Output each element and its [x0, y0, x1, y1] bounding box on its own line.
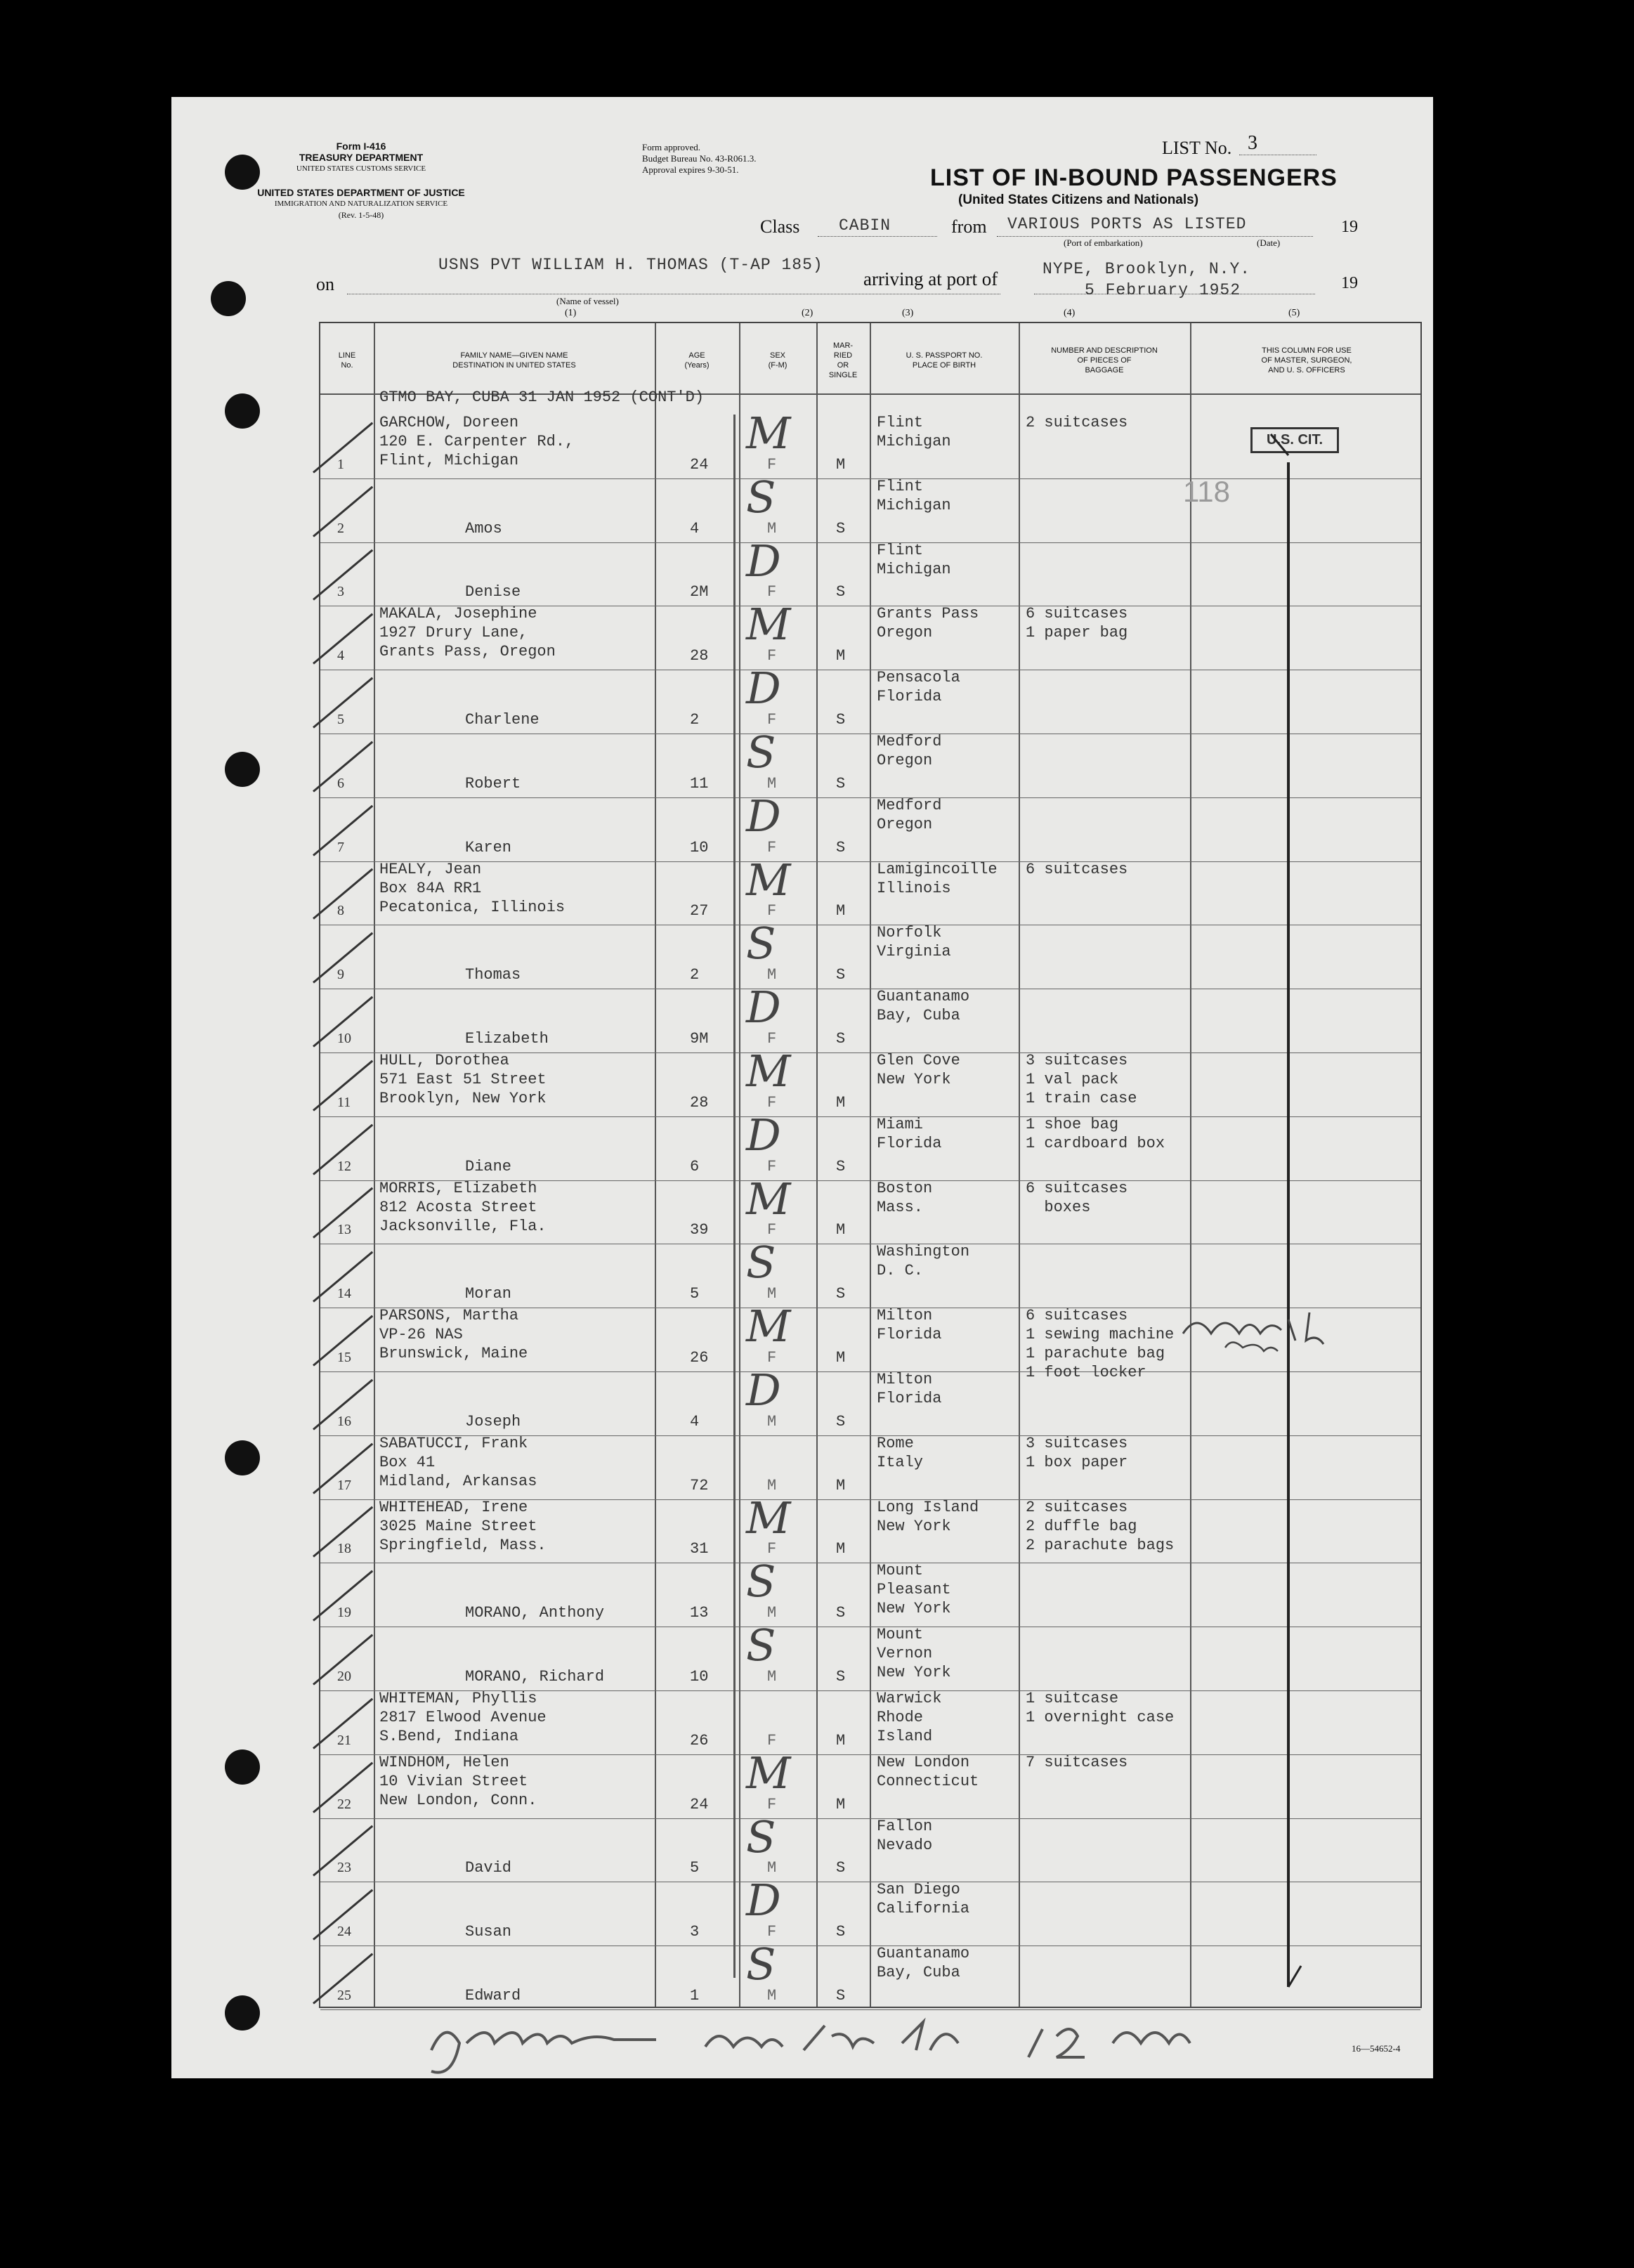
cell-sex: M	[767, 774, 777, 793]
pencil-stroke	[733, 415, 736, 1978]
cell-name: MORANO, Richard	[465, 1667, 605, 1686]
cell-birth: Medford Oregon	[877, 796, 942, 833]
colnum-5: (5)	[1288, 308, 1300, 318]
cell-age: 4	[690, 519, 700, 537]
cell-age: 72	[690, 1476, 709, 1494]
cell-married: M	[836, 1348, 846, 1367]
handwritten-mark: M	[746, 1492, 791, 1544]
cell-name: Denise	[465, 583, 521, 601]
cell-age: 2M	[690, 583, 709, 601]
cell-sex: F	[767, 583, 777, 601]
handwritten-mark: D	[746, 535, 781, 587]
handwritten-mark: D	[746, 982, 781, 1034]
inspector-signature	[410, 2015, 1253, 2078]
cell-sex: M	[767, 1859, 777, 1877]
cell-birth: Guantanamo Bay, Cuba	[877, 1945, 970, 1982]
on-label: on	[316, 274, 334, 294]
cell-baggage: 1 shoe bag 1 cardboard box	[1026, 1115, 1165, 1152]
cell-birth: Norfolk Virginia	[877, 924, 951, 961]
form-approved: Form approved.	[642, 142, 701, 152]
column-header-married: MAR- RIED OR SINGLE	[828, 341, 858, 379]
cell-age: 10	[690, 838, 709, 856]
table-row	[320, 1818, 1420, 1882]
handwritten-mark: D	[746, 663, 781, 715]
arrival-date: 5 February 1952	[1085, 281, 1241, 299]
cell-sex: F	[767, 1731, 777, 1749]
cell-married: M	[836, 455, 846, 474]
cell-baggage: 6 suitcases 1 paper bag	[1026, 605, 1128, 642]
cell-sex: M	[767, 1476, 777, 1494]
cell-birth: Medford Oregon	[877, 733, 942, 769]
cell-baggage: 2 suitcases	[1026, 414, 1128, 431]
column-header-birth: U. S. PASSPORT NO. PLACE OF BIRTH	[906, 351, 983, 370]
list-no-value: 3	[1248, 132, 1257, 154]
cell-line: 12	[337, 1158, 351, 1174]
cell-line: 6	[337, 775, 344, 791]
cell-sex: F	[767, 1093, 777, 1112]
cell-name: David	[465, 1859, 512, 1877]
table-row	[320, 1116, 1420, 1180]
cell-birth: Warwick Rhode Island	[877, 1690, 942, 1745]
footer-code: 16—54652-4	[1352, 2043, 1401, 2054]
cell-married: S	[836, 1986, 846, 2005]
cell-line: 18	[337, 1541, 351, 1557]
cell-name: SABATUCCI, Frank Box 41 Midland, Arkansas	[379, 1434, 537, 1490]
cell-sex: F	[767, 1923, 777, 1941]
punch-hole	[225, 752, 260, 787]
rev-label: (Rev. 1-5-48)	[338, 210, 384, 220]
table-row	[320, 1690, 1420, 1754]
table-row	[320, 1371, 1420, 1435]
table-row	[320, 1499, 1420, 1563]
table-row	[320, 989, 1420, 1052]
arriving-label: arriving at port of	[863, 268, 998, 289]
cell-age: 28	[690, 647, 709, 665]
table-row	[320, 1754, 1420, 1818]
cell-sex: F	[767, 1157, 777, 1175]
cell-name: PARSONS, Martha VP-26 NAS Brunswick, Maine	[379, 1307, 528, 1363]
cell-name: HULL, Dorothea 571 East 51 Street Brooklyn, New York	[379, 1052, 547, 1107]
cell-age: 9M	[690, 1029, 709, 1048]
cell-sex: F	[767, 1540, 777, 1558]
table-row	[320, 861, 1420, 925]
handwritten-mark: S	[746, 1237, 776, 1289]
year-label: 19	[1341, 218, 1358, 236]
cell-baggage: 6 suitcases	[1026, 860, 1128, 878]
cell-line: 7	[337, 839, 344, 855]
cell-age: 1	[690, 1986, 700, 2005]
handwritten-mark: M	[746, 408, 791, 459]
cell-baggage: 1 suitcase 1 overnight case	[1026, 1690, 1175, 1726]
cell-married: S	[836, 1923, 846, 1941]
cell-baggage: 3 suitcases 1 val pack 1 train case	[1026, 1052, 1137, 1107]
cell-birth: Lamigincoille Illinois	[877, 860, 998, 897]
cell-birth: Mount Vernon New York	[877, 1626, 951, 1682]
cell-sex: M	[767, 966, 777, 984]
colnum-2: (2)	[802, 308, 813, 318]
column-header-line: LINE No.	[338, 351, 356, 370]
table-row	[320, 734, 1420, 797]
handwritten-mark: M	[746, 1045, 791, 1097]
handwritten-mark: S	[746, 1556, 776, 1608]
cell-name: WINDHOM, Helen 10 Vivian Street New London, Conn.	[379, 1753, 537, 1809]
cell-name: Joseph	[465, 1412, 521, 1430]
cell-name: GARCHOW, Doreen 120 E. Carpenter Rd., Flint, Michigan	[379, 414, 575, 469]
cell-age: 26	[690, 1348, 709, 1367]
vessel-caption: (Name of vessel)	[556, 296, 619, 306]
handwritten-mark: D	[746, 1364, 781, 1416]
cell-age: 5	[690, 1859, 700, 1877]
column-header-sex: SEX (F-M)	[768, 351, 787, 370]
table-row	[320, 670, 1420, 734]
cell-line: 13	[337, 1222, 351, 1238]
cell-married: M	[836, 1476, 846, 1494]
cell-birth: Milton Florida	[877, 1307, 942, 1344]
cell-married: S	[836, 966, 846, 984]
officer-check-line	[1267, 427, 1309, 2001]
cell-married: S	[836, 838, 846, 856]
row-rule	[320, 2009, 1420, 2010]
cell-birth: Boston Mass.	[877, 1179, 933, 1216]
cell-married: M	[836, 1540, 846, 1558]
handwritten-mark: S	[746, 1811, 776, 1863]
arrival-port: NYPE, Brooklyn, N.Y.	[1043, 260, 1251, 278]
cell-birth: Mount Pleasant New York	[877, 1562, 951, 1618]
from-label: from	[951, 216, 987, 237]
approval-expires: Approval expires 9-30-51.	[642, 164, 739, 175]
cell-age: 10	[690, 1667, 709, 1686]
ins-label: IMMIGRATION AND NATURALIZATION SERVICE	[274, 200, 448, 208]
punch-hole	[225, 1995, 260, 2031]
cell-name: Susan	[465, 1923, 512, 1941]
table-row	[320, 1882, 1420, 1946]
cell-birth: Pensacola Florida	[877, 669, 960, 706]
cell-baggage: 2 suitcases 2 duffle bag 2 parachute bags	[1026, 1498, 1175, 1554]
cell-line: 3	[337, 584, 344, 600]
table-row	[320, 606, 1420, 670]
cell-baggage: 7 suitcases	[1026, 1753, 1128, 1771]
cell-name: Charlene	[465, 710, 540, 729]
date-caption: (Date)	[1257, 237, 1281, 248]
table-row	[320, 1244, 1420, 1308]
cell-sex: F	[767, 1221, 777, 1239]
cell-married: M	[836, 1731, 846, 1749]
punch-hole	[225, 393, 260, 429]
table-row	[320, 797, 1420, 861]
cell-line: 1	[337, 456, 344, 472]
cell-sex: M	[767, 1412, 777, 1430]
cell-birth: Flint Michigan	[877, 414, 951, 450]
table-row	[320, 1180, 1420, 1244]
cell-line: 5	[337, 711, 344, 727]
cell-sex: F	[767, 902, 777, 920]
handwritten-mark: D	[746, 1109, 781, 1161]
cell-line: 17	[337, 1477, 351, 1493]
colnum-3: (3)	[902, 308, 914, 318]
cell-name: HEALY, Jean Box 84A RR1 Pecatonica, Illinois	[379, 860, 566, 916]
form-number: Form I-416	[336, 141, 386, 152]
cell-name: Edward	[465, 1986, 521, 2005]
cell-married: M	[836, 1795, 846, 1813]
cell-birth: Milton Florida	[877, 1371, 942, 1407]
cell-sex: M	[767, 1667, 777, 1686]
cell-age: 24	[690, 455, 709, 474]
cell-baggage: 6 suitcases boxes	[1026, 1179, 1128, 1216]
punch-hole	[211, 281, 246, 316]
cell-married: S	[836, 1412, 846, 1430]
cell-birth: San Diego California	[877, 1881, 970, 1918]
cell-birth: Miami Florida	[877, 1115, 942, 1152]
passenger-table	[319, 322, 1422, 2008]
cell-married: S	[836, 1285, 846, 1303]
colnum-4: (4)	[1064, 308, 1076, 318]
table-row	[320, 1563, 1420, 1627]
cell-line: 23	[337, 1860, 351, 1876]
marginal-number: 118	[1183, 475, 1230, 508]
cell-line: 11	[337, 1094, 351, 1110]
page-title: LIST OF IN-BOUND PASSENGERS	[930, 164, 1338, 191]
cell-married: S	[836, 1029, 846, 1048]
cell-line: 19	[337, 1605, 351, 1621]
cell-sex: F	[767, 455, 777, 474]
cell-sex: F	[767, 1795, 777, 1813]
table-row	[320, 1052, 1420, 1116]
year-label-2: 19	[1341, 274, 1358, 292]
cell-married: M	[836, 1221, 846, 1239]
vessel-name: USNS PVT WILLIAM H. THOMAS (T-AP 185)	[438, 256, 823, 274]
cell-sex: M	[767, 1986, 777, 2005]
cell-age: 26	[690, 1731, 709, 1749]
cell-birth: Grants Pass Oregon	[877, 605, 979, 642]
cell-name: MORRIS, Elizabeth 812 Acosta Street Jacksonville, Fla.	[379, 1179, 547, 1235]
handwritten-mark: S	[746, 471, 776, 523]
from-value: VARIOUS PORTS AS LISTED	[1007, 215, 1247, 233]
cell-married: M	[836, 1093, 846, 1112]
handwritten-mark: D	[746, 790, 781, 842]
cell-name: WHITEHEAD, Irene 3025 Maine Street Springfield, Mass.	[379, 1498, 547, 1554]
cell-married: S	[836, 1667, 846, 1686]
cell-married: S	[836, 519, 846, 537]
handwritten-mark: M	[746, 599, 791, 651]
cell-married: S	[836, 1157, 846, 1175]
cell-age: 2	[690, 710, 700, 729]
cell-married: M	[836, 647, 846, 665]
cell-age: 5	[690, 1285, 700, 1303]
cell-age: 4	[690, 1412, 700, 1430]
cell-name: Robert	[465, 774, 521, 793]
cell-age: 27	[690, 902, 709, 920]
cell-line: 14	[337, 1286, 351, 1302]
cell-age: 28	[690, 1093, 709, 1112]
handwritten-mark: M	[746, 1173, 791, 1225]
cell-birth: Flint Michigan	[877, 477, 951, 514]
cell-birth: Glen Cove New York	[877, 1052, 960, 1088]
budget-number: Budget Bureau No. 43-R061.3.	[642, 153, 757, 164]
cell-sex: F	[767, 1029, 777, 1048]
cell-birth: New London Connecticut	[877, 1753, 979, 1790]
punch-hole	[225, 1440, 260, 1475]
table-row	[320, 925, 1420, 989]
handwritten-mark: M	[746, 1747, 791, 1799]
column-header-age: AGE (Years)	[684, 351, 710, 370]
cell-married: S	[836, 1859, 846, 1877]
cell-sex: F	[767, 1348, 777, 1367]
handwritten-mark: S	[746, 726, 776, 778]
cell-age: 6	[690, 1157, 700, 1175]
handwritten-mark: S	[746, 918, 776, 970]
handwritten-mark: M	[746, 1301, 791, 1353]
column-header-baggage: NUMBER AND DESCRIPTION OF PIECES OF BAGGAGE	[1051, 346, 1158, 374]
cell-baggage: 6 suitcases 1 sewing machine 1 parachute bag 1 foot locker	[1026, 1307, 1175, 1382]
table-row	[320, 1627, 1420, 1690]
cell-line: 20	[337, 1668, 351, 1684]
port-embark-caption: (Port of embarkation)	[1064, 237, 1143, 248]
handwritten-mark: S	[746, 1619, 776, 1671]
cell-line: 10	[337, 1030, 351, 1046]
column-header-name: FAMILY NAME—GIVEN NAME DESTINATION IN UNITED STATES	[452, 351, 576, 370]
cell-married: S	[836, 710, 846, 729]
customs-label: UNITED STATES CUSTOMS SERVICE	[296, 164, 426, 173]
class-label: Class	[760, 216, 800, 237]
cell-name: WHITEMAN, Phyllis 2817 Elwood Avenue S.Bend, Indiana	[379, 1690, 547, 1745]
cell-line: 24	[337, 1924, 351, 1940]
cell-birth: Guantanamo Bay, Cuba	[877, 988, 970, 1025]
cell-baggage: 3 suitcases 1 box paper	[1026, 1434, 1128, 1471]
cell-line: 4	[337, 648, 344, 664]
cell-line: 22	[337, 1796, 351, 1812]
cell-line: 25	[337, 1987, 351, 2003]
list-no-label: LIST No.	[1162, 138, 1232, 158]
cell-sex: M	[767, 1604, 777, 1622]
cell-line: 9	[337, 967, 344, 983]
table-row	[320, 542, 1420, 606]
treasury-label: TREASURY DEPARTMENT	[299, 152, 424, 163]
cell-age: 3	[690, 1923, 700, 1941]
cell-sex: F	[767, 838, 777, 856]
cell-married: S	[836, 1604, 846, 1622]
cell-line: 16	[337, 1413, 351, 1429]
cell-name: MORANO, Anthony	[465, 1604, 605, 1622]
table-row	[320, 1946, 1420, 2009]
punch-hole	[225, 155, 260, 190]
cell-birth: Washington D. C.	[877, 1243, 970, 1280]
cell-married: S	[836, 774, 846, 793]
cell-birth: Flint Michigan	[877, 541, 951, 578]
cell-sex: F	[767, 710, 777, 729]
manifest-page	[171, 97, 1433, 2078]
cell-age: 13	[690, 1604, 709, 1622]
cell-age: 11	[690, 774, 709, 793]
cell-name: Diane	[465, 1157, 512, 1175]
us-citizen-stamp: U.S. CIT.	[1250, 427, 1339, 453]
cell-name: Moran	[465, 1285, 512, 1303]
cell-age: 31	[690, 1540, 709, 1558]
justice-label: UNITED STATES DEPARTMENT OF JUSTICE	[257, 187, 465, 198]
cell-line: 2	[337, 520, 344, 536]
cell-name: MAKALA, Josephine 1927 Drury Lane, Grants Pass, Oregon	[379, 605, 556, 661]
handwritten-mark: M	[746, 854, 791, 906]
cell-name: Karen	[465, 838, 512, 856]
page-subtitle: (United States Citizens and Nationals)	[958, 193, 1199, 207]
cell-age: 2	[690, 966, 700, 984]
cell-name: Elizabeth	[465, 1029, 549, 1048]
column-header-officers: THIS COLUMN FOR USE OF MASTER, SURGEON, AND U. S. OFFICERS	[1261, 346, 1352, 374]
section-header: GTMO BAY, CUBA 31 JAN 1952 (CONT'D)	[379, 389, 705, 406]
cell-birth: Long Island New York	[877, 1498, 979, 1535]
cell-married: S	[836, 583, 846, 601]
class-value: CABIN	[839, 216, 891, 235]
cell-sex: M	[767, 519, 777, 537]
handwritten-mark: S	[746, 1938, 776, 1990]
cell-married: M	[836, 902, 846, 920]
cell-line: 15	[337, 1349, 351, 1365]
colnum-1: (1)	[565, 308, 577, 318]
cell-birth: Fallon Nevado	[877, 1817, 933, 1854]
cell-sex: F	[767, 647, 777, 665]
punch-hole	[225, 1749, 260, 1785]
cell-birth: Rome Italy	[877, 1434, 924, 1471]
handwritten-mark: D	[746, 1875, 781, 1927]
table-row	[320, 1435, 1420, 1499]
cell-name: Amos	[465, 519, 502, 537]
cell-name: Thomas	[465, 966, 521, 984]
cell-line: 8	[337, 903, 344, 919]
cell-sex: M	[767, 1285, 777, 1303]
handwritten-annotation	[1176, 1305, 1352, 1362]
cell-age: 39	[690, 1221, 709, 1239]
table-row	[320, 478, 1420, 542]
cell-age: 24	[690, 1795, 709, 1813]
cell-line: 21	[337, 1732, 351, 1748]
